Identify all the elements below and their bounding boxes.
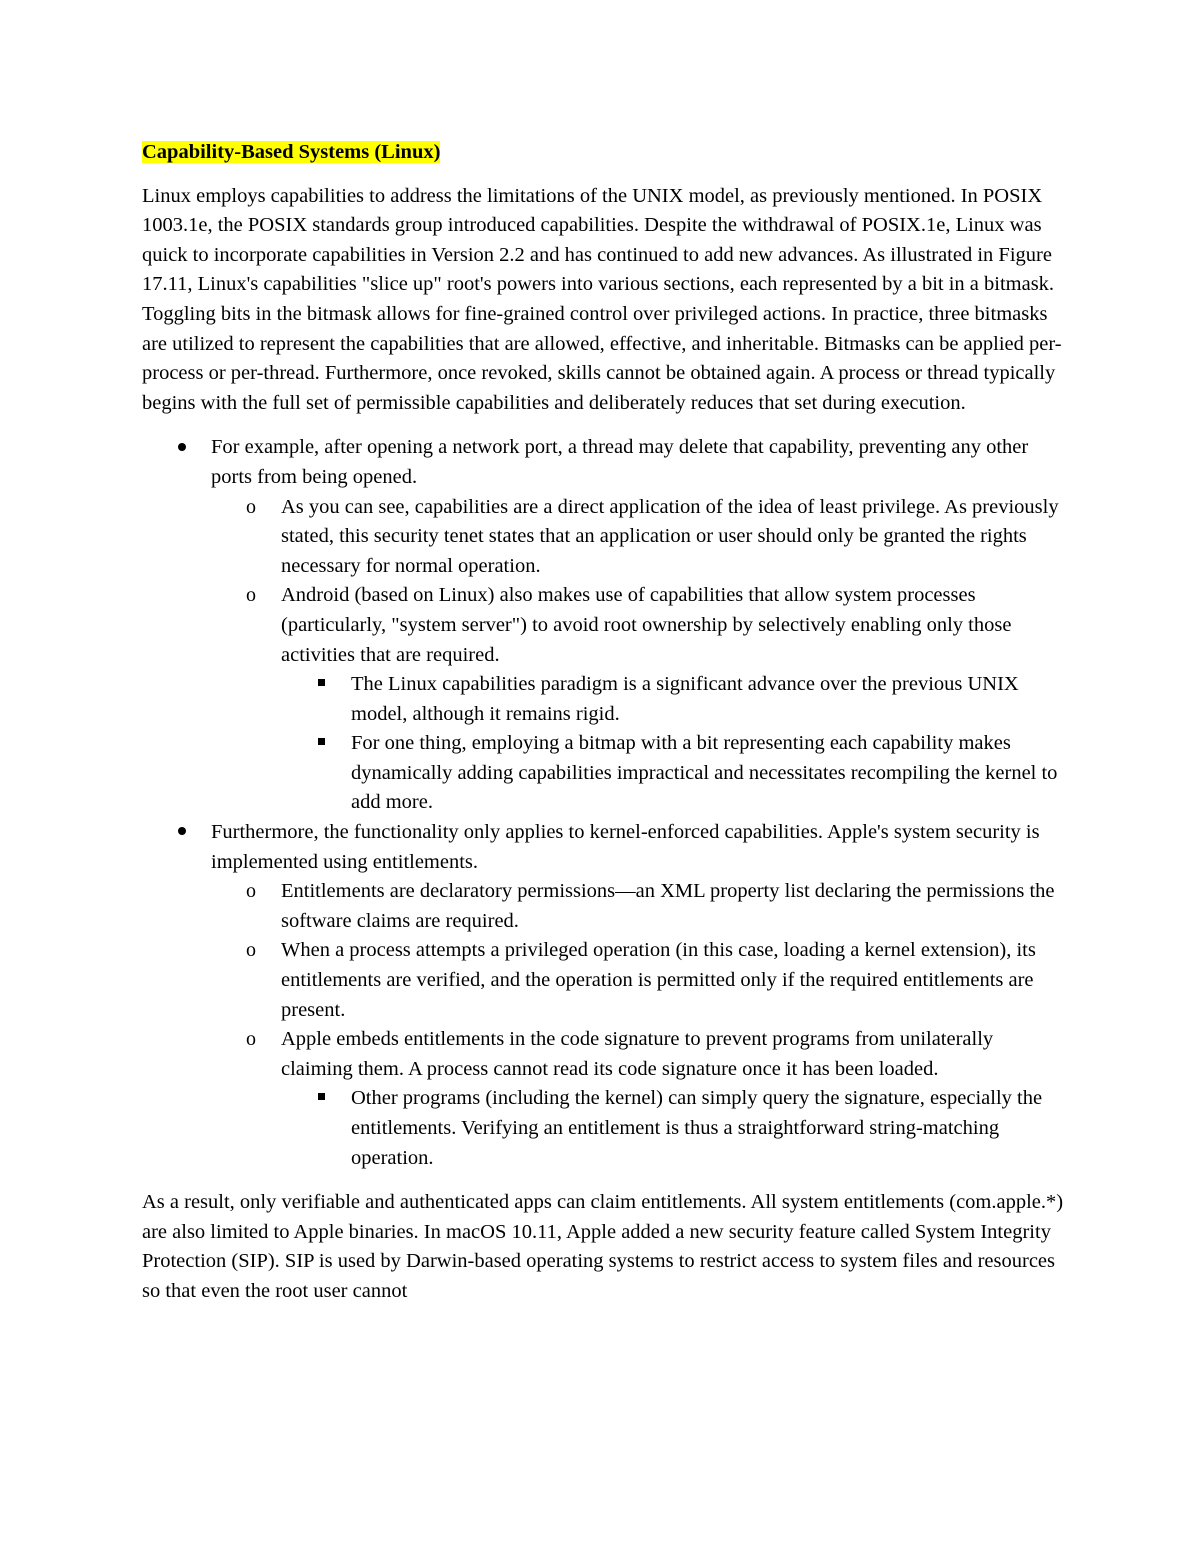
sub-sub-list-item-text: Other programs (including the kernel) can simply query the signature, especially the entitlements. Verifying an entitlement is thus a straightforward string-matching operation. — [351, 1087, 1043, 1169]
bullet-list — [142, 433, 1066, 1173]
bullet-square-icon — [301, 729, 341, 759]
sub-sub-list-item-text: The Linux capabilities paradigm is a significant advance over the previous UNIX model, although it remains rigid. — [351, 673, 1019, 725]
sub-list-item-text: When a process attempts a privileged operation (in this case, loading a kernel extension), its entitlements are verified, and the operation is permitted only if the required entitlements are present. — [281, 939, 1036, 1021]
intro-paragraph: Linux employs capabilities to address the limitations of the UNIX model, as previously mentioned. In POSIX 1003.1e, the POSIX standards group introduced capabilities. Despite the withdrawal of POSIX.1e, Linux was quick to incorporate capabilities in Version 2.2 and has continued to add new advances. As illustrated in Figure 17.11, Linux's capabilities "slice up" root's powers into various sections, each represented by a bit in a bitmask. Toggling bits in the bitmask allows for fine-grained control over privileged actions. In practice, three bitmasks are utilized to represent the capabilities that are allowed, effective, and inheritable. Bitmasks can be applied per-process or per-thread. Furthermore, once revoked, skills cannot be obtained again. A process or thread typically begins with the full set of permissible capabilities and deliberately reduces that set during execution. — [142, 184, 1062, 414]
bullet-square-icon — [301, 1084, 341, 1114]
list-item-text: For example, after opening a network port, a thread may delete that capability, preventing any other ports from being opened. — [211, 436, 1029, 488]
sub-list-item — [211, 493, 1066, 582]
bullet-circle-icon: o — [246, 584, 256, 607]
sub-list-item-text: Apple embeds entitlements in the code signature to prevent programs from unilaterally claiming them. A process cannot read its code signature once it has been loaded. — [281, 1028, 994, 1080]
bullet-circle-icon: o — [246, 880, 256, 903]
section-title — [142, 138, 1066, 168]
list-item-text: Furthermore, the functionality only applies to kernel-enforced capabilities. Apple's system security is implemented using entitlements. — [211, 821, 1040, 873]
bullet-circle-icon: o — [246, 939, 256, 962]
sub-sub-list — [281, 1084, 1066, 1173]
sub-list-item — [211, 1025, 1066, 1173]
list-item — [142, 433, 1066, 818]
sub-list-item — [211, 581, 1066, 818]
bullet-circle-icon: o — [246, 1028, 256, 1051]
sub-sub-list-item — [281, 670, 1066, 729]
sub-sub-list — [281, 670, 1066, 818]
sub-list-item-text: Android (based on Linux) also makes use of capabilities that allow system processes (particularly, "system server") to avoid root ownership by selectively enabling only those activities that are required. — [281, 584, 1012, 666]
sub-list-item — [211, 936, 1066, 1025]
bullet-circle-icon: o — [246, 495, 256, 518]
sub-sub-list-item-text: For one thing, employing a bitmap with a bit representing each capability makes dynamically adding capabilities impractical and necessitates recompiling the kernel to add more. — [351, 732, 1058, 814]
sub-list — [211, 493, 1066, 819]
sub-list-item-text: Entitlements are declaratory permissions—an XML property list declaring the permissions the software claims are required. — [281, 880, 1055, 932]
highlighted-title-text: Capability-Based Systems (Linux) — [142, 141, 441, 163]
sub-list — [211, 877, 1066, 1173]
sub-list-item — [211, 877, 1066, 936]
bullet-dot-icon — [162, 433, 202, 463]
sub-sub-list-item — [281, 729, 1066, 818]
closing-paragraph: As a result, only verifiable and authenticated apps can claim entitlements. All system entitlements (com.apple.*) are also limited to Apple binaries. In macOS 10.11, Apple added a new security feature called System Integrity Protection (SIP). SIP is used by Darwin-based operating systems to restrict access to system files and resources so that even the root user cannot — [142, 1191, 1064, 1302]
list-item — [142, 818, 1066, 1173]
bullet-dot-icon — [162, 818, 202, 848]
bullet-square-icon — [301, 670, 341, 700]
sub-sub-list-item — [281, 1084, 1066, 1173]
sub-list-item-text: As you can see, capabilities are a direct application of the idea of least privilege. As previously stated, this security tenet states that an application or user should only be granted the rights necessary for normal operation. — [281, 495, 1059, 577]
